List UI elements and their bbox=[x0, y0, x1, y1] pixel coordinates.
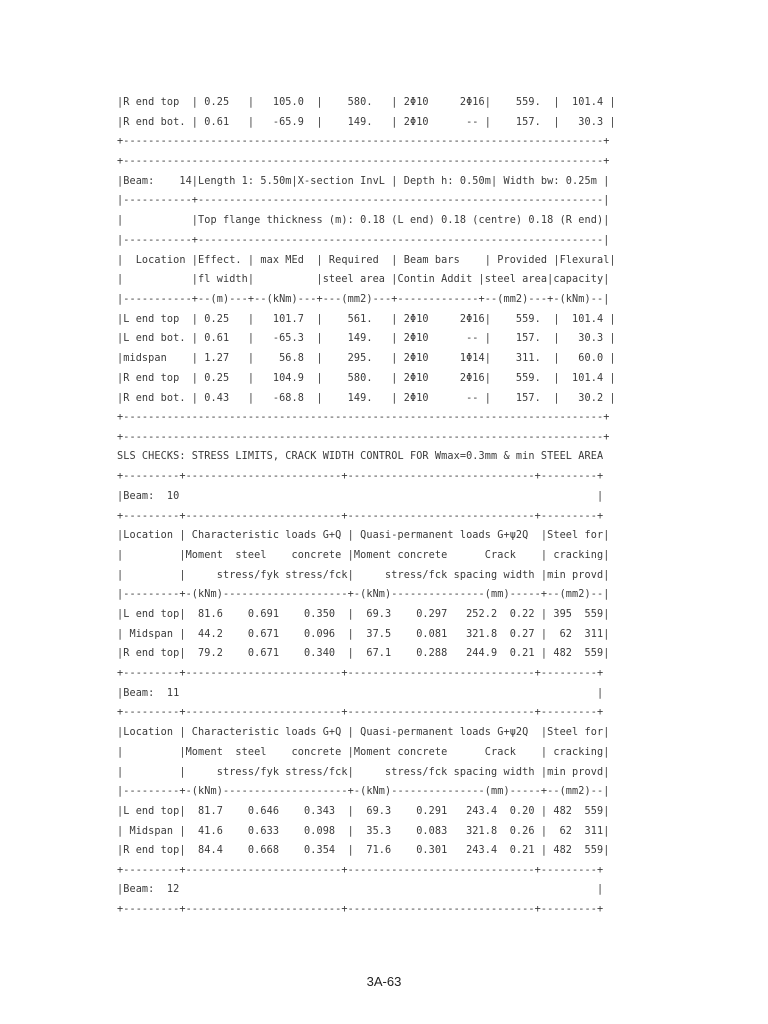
report-line: |L end top| 81.6 0.691 0.350 | 69.3 0.297 252.2 0.22 | 395 559| bbox=[117, 609, 610, 620]
report-line: | |Moment steel concrete |Moment concrete Crack | cracking| bbox=[117, 550, 610, 561]
section-heading: SLS CHECKS: STRESS LIMITS, CRACK WIDTH CONTROL FOR Wmax=0.3mm & min STEEL AREA bbox=[117, 451, 604, 462]
report-line: |Beam: 11 | bbox=[117, 688, 604, 699]
report-line: +-----------------------------------------------------------------------------+ bbox=[117, 136, 610, 147]
report-line: +---------+-------------------------+------------------------------+---------+ bbox=[117, 707, 604, 718]
report-line: |---------+-(kNm)--------------------+-(kNm)---------------(mm)-----+--(mm2)--| bbox=[117, 786, 610, 797]
report-line: |R end top | 0.25 | 105.0 | 580. | 2Φ10 2Φ16| 559. | 101.4 | bbox=[117, 97, 616, 108]
report-line: | Location |Effect. | max MEd | Required | Beam bars | Provided |Flexural| bbox=[117, 255, 616, 266]
report-line: |R end bot. | 0.61 | -65.9 | 149. | 2Φ10 -- | 157. | 30.3 | bbox=[117, 117, 616, 128]
report-line: |L end top| 81.7 0.646 0.343 | 69.3 0.291 243.4 0.20 | 482 559| bbox=[117, 806, 610, 817]
report-line: |L end bot. | 0.61 | -65.3 | 149. | 2Φ10 -- | 157. | 30.3 | bbox=[117, 333, 616, 344]
report-line: |-----------+-----------------------------------------------------------------| bbox=[117, 235, 610, 246]
report-line: | |Top flange thickness (m): 0.18 (L end) 0.18 (centre) 0.18 (R end)| bbox=[117, 215, 610, 226]
report-line: |R end top | 0.25 | 104.9 | 580. | 2Φ10 2Φ16| 559. | 101.4 | bbox=[117, 373, 616, 384]
report-line: +---------+-------------------------+------------------------------+---------+ bbox=[117, 668, 604, 679]
report-line: +---------+-------------------------+------------------------------+---------+ bbox=[117, 511, 604, 522]
report-line: | |fl width| |steel area |Contin Addit |steel area|capacity| bbox=[117, 274, 610, 285]
report-line: |Location | Characteristic loads G+Q | Quasi-permanent loads G+ψ2Q |Steel for| bbox=[117, 727, 610, 738]
report-line: | Midspan | 44.2 0.671 0.096 | 37.5 0.081 321.8 0.27 | 62 311| bbox=[117, 629, 610, 640]
report-line: |midspan | 1.27 | 56.8 | 295. | 2Φ10 1Φ14| 311. | 60.0 | bbox=[117, 353, 616, 364]
report-line: | | stress/fyk stress/fck| stress/fck spacing width |min provd| bbox=[117, 570, 610, 581]
report-line: |-----------+-----------------------------------------------------------------| bbox=[117, 195, 610, 206]
report-line: | |Moment steel concrete |Moment concrete Crack | cracking| bbox=[117, 747, 610, 758]
report-line: |R end bot. | 0.43 | -68.8 | 149. | 2Φ10 -- | 157. | 30.2 | bbox=[117, 393, 616, 404]
report-line: | | stress/fyk stress/fck| stress/fck spacing width |min provd| bbox=[117, 767, 610, 778]
report-line: |-----------+--(m)---+--(kNm)---+---(mm2)---+-------------+--(mm2)---+-(kNm)--| bbox=[117, 294, 610, 305]
report-line: +---------+-------------------------+------------------------------+---------+ bbox=[117, 904, 604, 915]
report-line: |Location | Characteristic loads G+Q | Quasi-permanent loads G+ψ2Q |Steel for| bbox=[117, 530, 610, 541]
report-line: +-----------------------------------------------------------------------------+ bbox=[117, 412, 610, 423]
report-line: |Beam: 12 | bbox=[117, 884, 604, 895]
report-line: +---------+-------------------------+------------------------------+---------+ bbox=[117, 471, 604, 482]
report-line: |R end top| 84.4 0.668 0.354 | 71.6 0.301 243.4 0.21 | 482 559| bbox=[117, 845, 610, 856]
report-line: +---------+-------------------------+------------------------------+---------+ bbox=[117, 865, 604, 876]
report-line: |---------+-(kNm)--------------------+-(kNm)---------------(mm)-----+--(mm2)--| bbox=[117, 589, 610, 600]
report-line: |Beam: 10 | bbox=[117, 491, 604, 502]
report-line: |R end top| 79.2 0.671 0.340 | 67.1 0.288 244.9 0.21 | 482 559| bbox=[117, 648, 610, 659]
report-line: +-----------------------------------------------------------------------------+ bbox=[117, 156, 610, 167]
report-line: |Beam: 14|Length 1: 5.50m|X-section InvL | Depth h: 0.50m| Width bw: 0.25m | bbox=[117, 176, 610, 187]
report-line: |L end top | 0.25 | 101.7 | 561. | 2Φ10 2Φ16| 559. | 101.4 | bbox=[117, 314, 616, 325]
report-line: | Midspan | 41.6 0.633 0.098 | 35.3 0.083 321.8 0.26 | 62 311| bbox=[117, 826, 610, 837]
report-line: +-----------------------------------------------------------------------------+ bbox=[117, 432, 610, 443]
page-number: 3A-63 bbox=[366, 974, 402, 989]
